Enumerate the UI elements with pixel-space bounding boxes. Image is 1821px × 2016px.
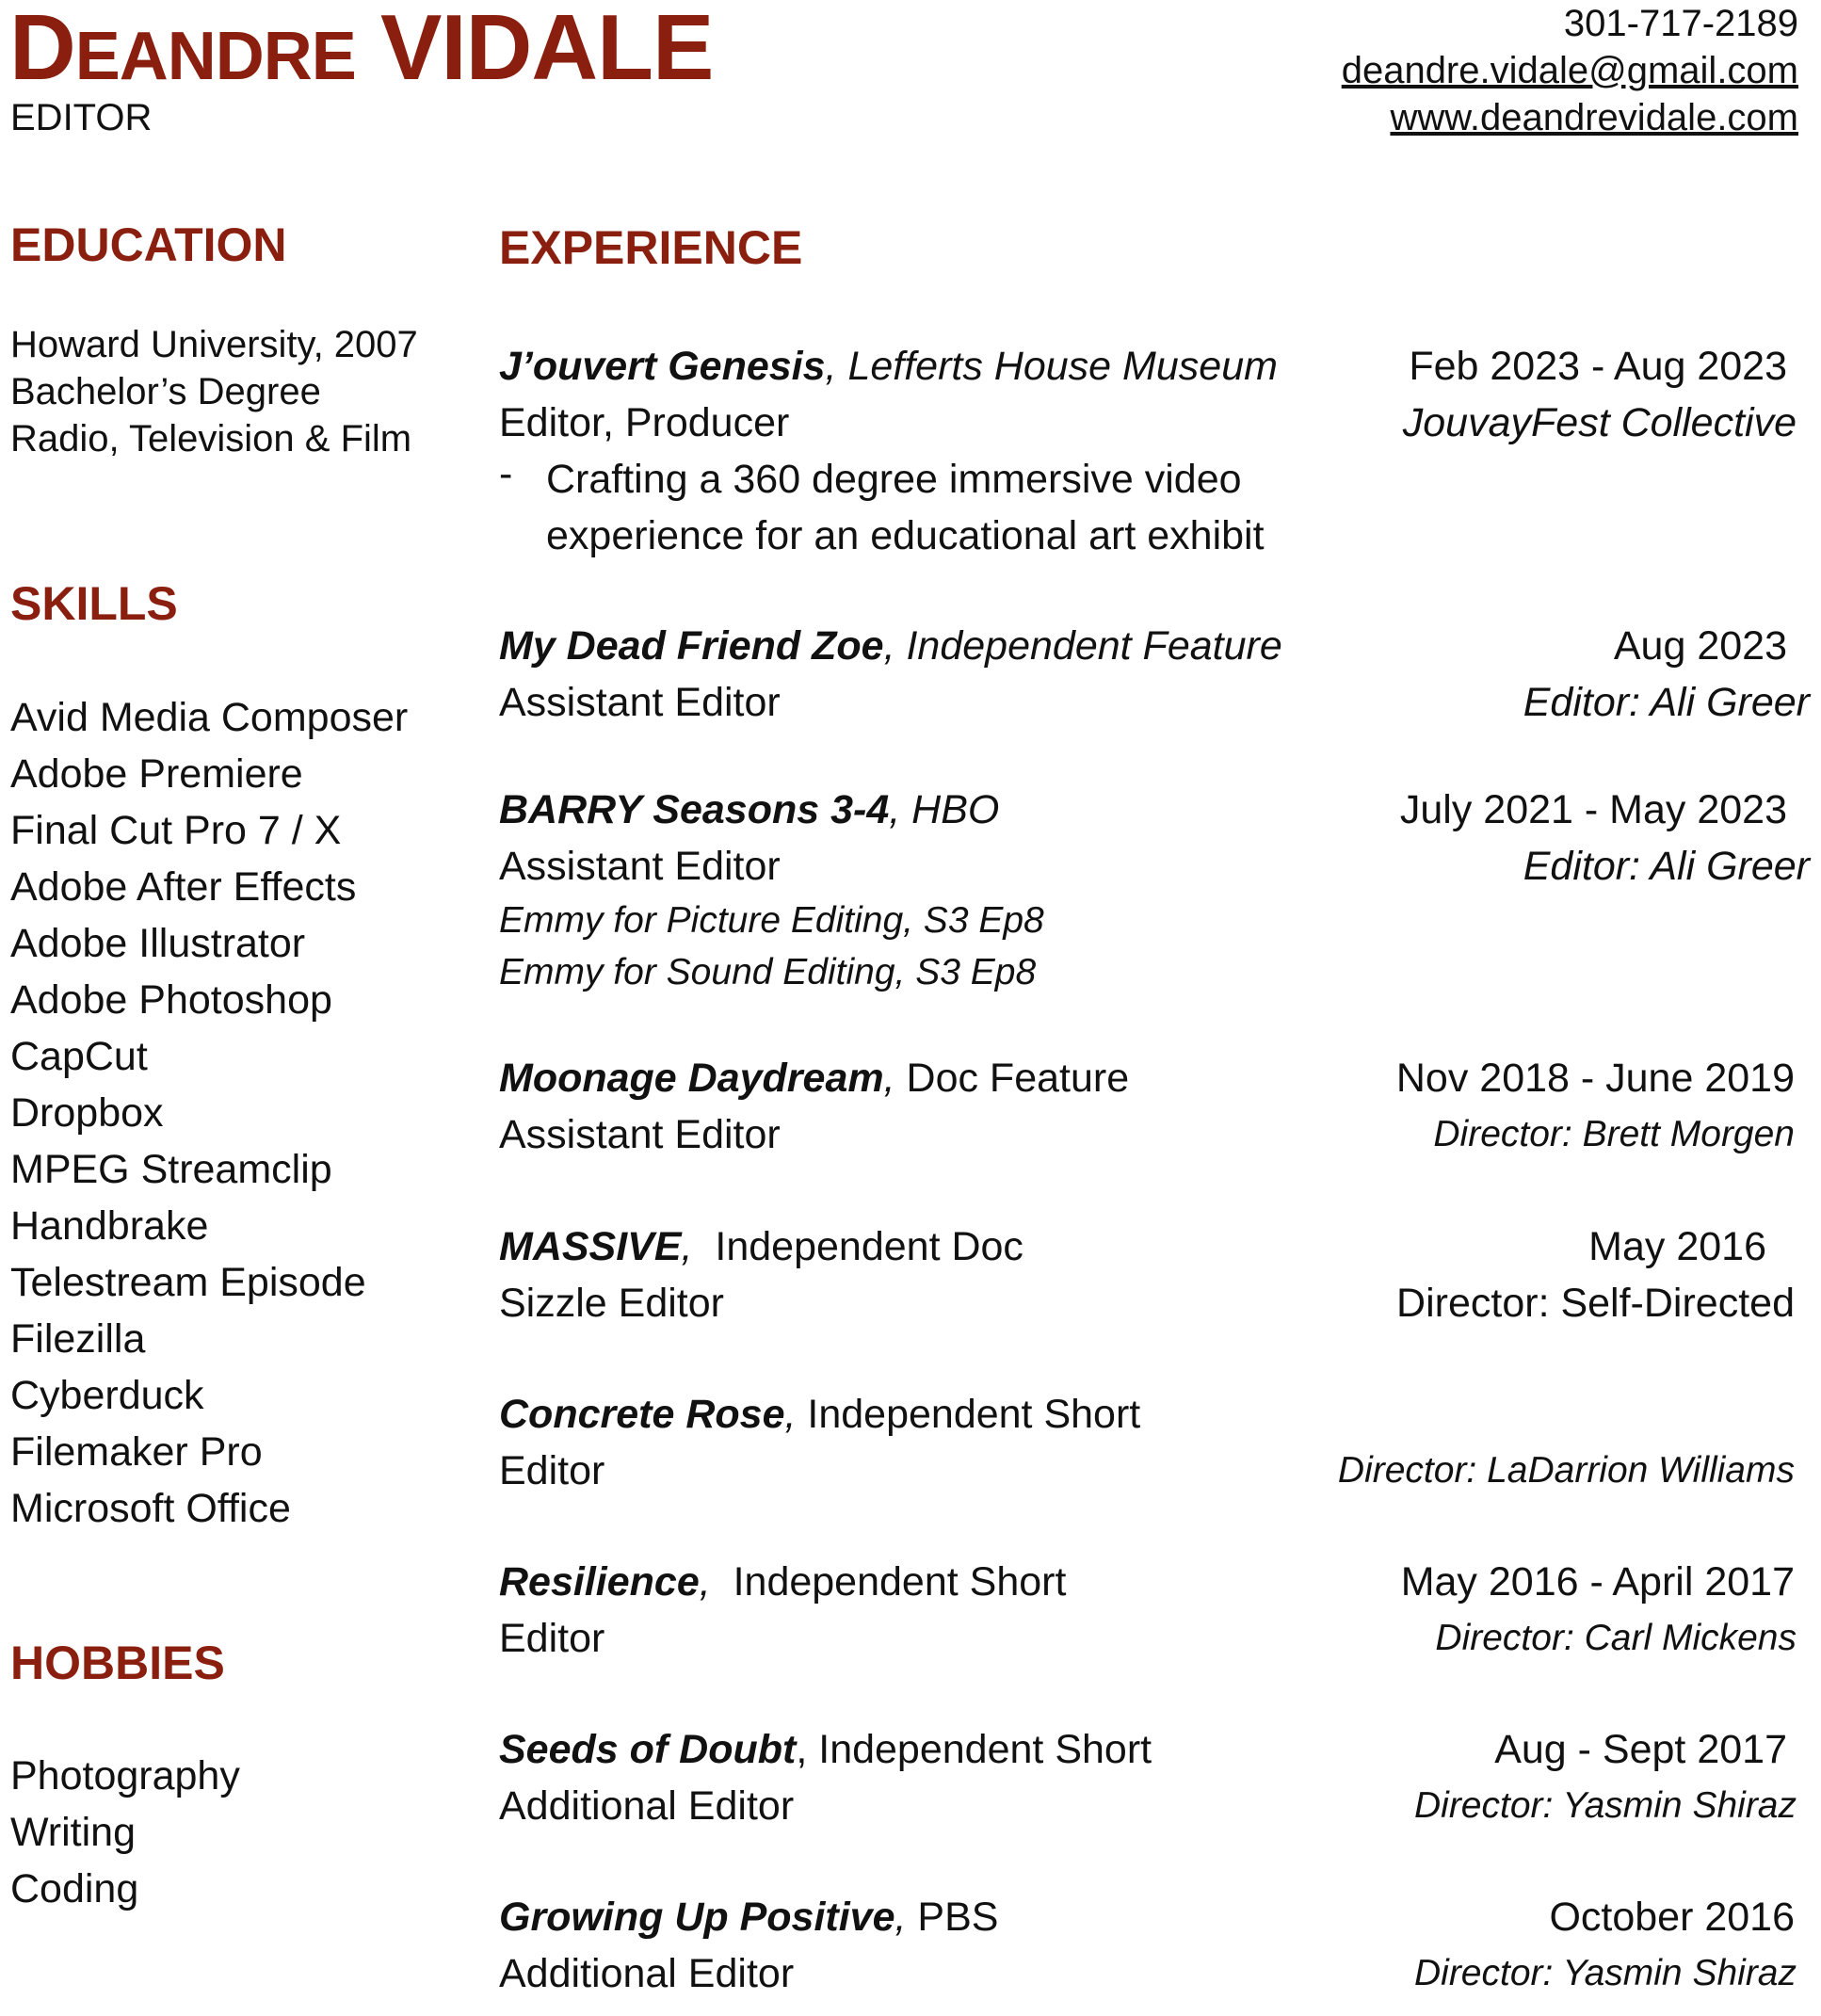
experience-heading: EXPERIENCE <box>499 221 803 274</box>
hobby-item: Photography <box>10 1753 240 1798</box>
bullet-point: - Crafting a 360 degree immersive video experience for an educational art exhibit <box>499 451 1265 558</box>
experience-entry: My Dead Friend Zoe, Independent Feature Aug 2023 Assistant Editor Editor: Ali Greer <box>499 618 1810 731</box>
project-role: Additional Editor <box>499 1783 795 1829</box>
project-venue: Independent Doc <box>692 1224 1023 1269</box>
project-credit: JouvayFest Collective <box>1402 400 1797 445</box>
skill-item: Telestream Episode <box>10 1260 366 1305</box>
project-credit: Editor: Ali Greer <box>1523 844 1810 889</box>
project-venue: PBS <box>906 1895 999 1940</box>
project-venue: Lefferts House Museum <box>836 344 1278 389</box>
skill-item: MPEG Streamclip <box>10 1147 332 1192</box>
project-dates: Aug - Sept 2017 <box>1494 1727 1787 1772</box>
award-line: Emmy for Sound Editing, S3 Ep8 <box>499 952 1037 992</box>
project-credit: Director: Self-Directed <box>1396 1281 1795 1326</box>
project-dates: May 2016 - April 2017 <box>1400 1559 1795 1605</box>
skill-item: CapCut <box>10 1034 148 1079</box>
project-role: Assistant Editor <box>499 1112 781 1157</box>
skill-item: Avid Media Composer <box>10 695 409 740</box>
skill-item: Dropbox <box>10 1090 164 1136</box>
project-role: Editor, Producer <box>499 400 790 445</box>
award-line: Emmy for Picture Editing, S3 Ep8 <box>499 900 1044 941</box>
project-role: Editor <box>499 1448 605 1493</box>
project-title: Seeds of Doubt <box>499 1727 797 1772</box>
project-venue: Independent Short <box>807 1727 1152 1772</box>
project-title: BARRY Seasons 3-4 <box>499 787 890 832</box>
project-dates: Nov 2018 - June 2019 <box>1395 1056 1795 1101</box>
education-line: Bachelor’s Degree <box>10 371 321 412</box>
experience-entry: Concrete Rose, Independent Short Editor Director: LaDarrion Williams <box>499 1386 1810 1499</box>
contact-block <box>1342 0 1798 141</box>
project-venue: Independent Feature <box>894 623 1282 669</box>
email-link[interactable]: deandre.vidale@gmail.com <box>1341 50 1798 91</box>
education-heading: EDUCATION <box>10 218 287 271</box>
name-first-rest: EANDRE <box>74 19 356 94</box>
skill-item: Filemaker Pro <box>10 1429 263 1475</box>
project-credit: Director: Carl Mickens <box>1435 1618 1797 1658</box>
project-role: Editor <box>499 1616 605 1661</box>
project-credit: Director: LaDarrion Williams <box>1337 1450 1795 1491</box>
skill-item: Adobe Photoshop <box>10 977 332 1023</box>
project-dates: May 2016 <box>1588 1224 1766 1269</box>
education-line: Radio, Television & Film <box>10 418 412 460</box>
education-list <box>10 321 418 462</box>
skill-item: Adobe After Effects <box>10 864 357 910</box>
project-role: Assistant Editor <box>499 844 781 889</box>
project-credit: Editor: Ali Greer <box>1523 680 1810 725</box>
experience-entry: Growing Up Positive, PBS October 2016 Additional Editor Director: Yasmin Shiraz <box>499 1889 1810 2002</box>
phone-number: 301-717-2189 <box>1563 3 1798 44</box>
hobbies-list <box>10 1748 240 1917</box>
project-title: My Dead Friend Zoe <box>499 623 884 669</box>
project-dates: Aug 2023 <box>1613 623 1787 669</box>
project-venue: Doc Feature <box>894 1056 1130 1101</box>
project-credit: Director: Yasmin Shiraz <box>1413 1953 1797 1993</box>
skill-item: Final Cut Pro 7 / X <box>10 808 342 853</box>
skill-item: Handbrake <box>10 1203 209 1249</box>
experience-entry: J’ouvert Genesis, Lefferts House Museum Feb 2023 - Aug 2023 Editor, Producer JouvayFest Collective - Crafting a 360 degree immersive video experience for an educational art exhibit <box>499 338 1810 564</box>
skill-item: Filezilla <box>10 1316 146 1362</box>
hobby-item: Writing <box>10 1810 137 1855</box>
skills-list <box>10 689 408 1537</box>
project-venue: Independent Short <box>796 1392 1141 1437</box>
experience-entry: MASSIVE, Independent Doc May 2016 Sizzle Editor Director: Self-Directed <box>499 1218 1810 1331</box>
experience-entry: BARRY Seasons 3-4, HBO July 2021 - May 2023 Assistant Editor Editor: Ali Greer Emmy for Picture Editing, S3 Ep8 Emmy for Sound Editing, S3 Ep8 <box>499 782 1810 998</box>
project-role: Sizzle Editor <box>499 1281 724 1326</box>
name-first-initial: D <box>9 0 75 99</box>
project-title: MASSIVE <box>499 1224 682 1269</box>
experience-entry: Moonage Daydream, Doc Feature Nov 2018 - June 2019 Assistant Editor Director: Brett Morgen <box>499 1050 1810 1163</box>
candidate-name <box>9 0 713 104</box>
hobby-item: Coding <box>10 1866 139 1911</box>
candidate-title: EDITOR <box>10 97 153 138</box>
skill-item: Microsoft Office <box>10 1486 291 1531</box>
project-role: Additional Editor <box>499 1951 795 1996</box>
skill-item: Adobe Illustrator <box>10 921 306 966</box>
project-title: J’ouvert Genesis <box>499 344 826 389</box>
project-title: Resilience <box>499 1559 700 1605</box>
project-title: Moonage Daydream <box>499 1056 884 1101</box>
education-line: Howard University, 2007 <box>10 324 418 365</box>
project-credit: Director: Brett Morgen <box>1433 1114 1795 1154</box>
project-dates: July 2021 - May 2023 <box>1399 787 1787 832</box>
skill-item: Adobe Premiere <box>10 751 303 797</box>
experience-entry: Seeds of Doubt, Independent Short Aug - Sept 2017 Additional Editor Director: Yasmin Shiraz <box>499 1721 1810 1834</box>
skill-item: Cyberduck <box>10 1373 204 1418</box>
project-dates: Feb 2023 - Aug 2023 <box>1409 344 1787 389</box>
project-role: Assistant Editor <box>499 680 781 725</box>
experience-entry: Resilience, Independent Short May 2016 - April 2017 Editor Director: Carl Mickens <box>499 1554 1810 1667</box>
project-venue: HBO <box>900 787 1000 832</box>
project-venue: Independent Short <box>710 1559 1067 1605</box>
name-last: VIDALE <box>380 0 714 99</box>
project-title: Concrete Rose <box>499 1392 785 1437</box>
project-credit: Director: Yasmin Shiraz <box>1413 1785 1797 1826</box>
website-link[interactable]: www.deandrevidale.com <box>1390 97 1798 138</box>
project-dates: October 2016 <box>1549 1895 1795 1940</box>
hobbies-heading: HOBBIES <box>10 1637 225 1689</box>
skills-heading: SKILLS <box>10 577 178 630</box>
project-title: Growing Up Positive <box>499 1895 895 1940</box>
